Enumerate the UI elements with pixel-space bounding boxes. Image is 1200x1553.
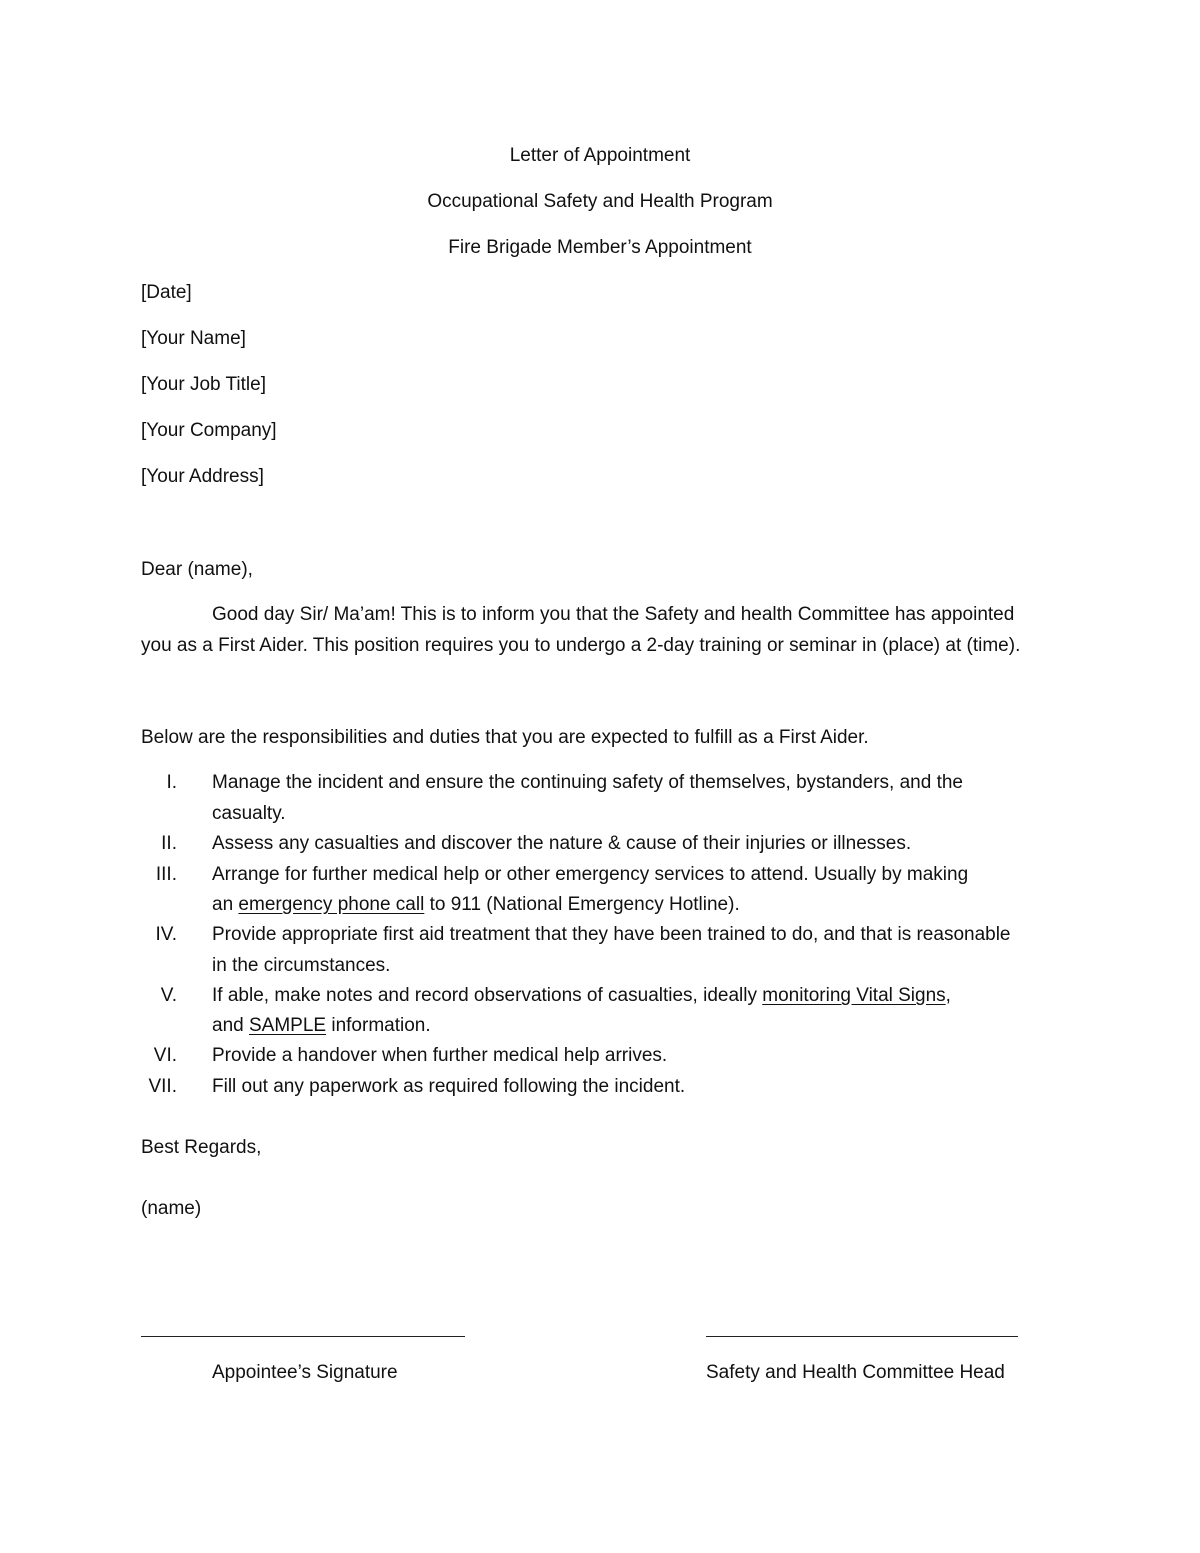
- duty-2-line-1: Assess any casualties and discover the nature & cause of their injuries or illnesses.: [212, 833, 912, 854]
- duty-1-line-2: casualty.: [212, 803, 286, 824]
- appointee-signature-label: Appointee’s Signature: [212, 1362, 398, 1383]
- duty-numeral: IV.: [155, 924, 177, 945]
- closing: Best Regards,: [141, 1137, 262, 1158]
- duty-1-line-1: Manage the incident and ensure the continuing safety of themselves, bystanders, and the: [212, 772, 963, 793]
- duty-5-line-1: [212, 984, 951, 1008]
- duty-numeral: I.: [166, 772, 177, 793]
- date-placeholder: [Date]: [141, 282, 192, 303]
- company-placeholder: [Your Company]: [141, 420, 277, 441]
- monitoring-vital-signs-link[interactable]: monitoring Vital Signs: [762, 985, 946, 1006]
- duty-5-line-2: [212, 1014, 431, 1038]
- duty-3-line-2-post: to 911 (National Emergency Hotline).: [424, 894, 740, 915]
- duty-3-line-2-pre: an: [212, 894, 239, 915]
- salutation: Dear (name),: [141, 559, 253, 580]
- signer-name: (name): [141, 1198, 202, 1219]
- duty-numeral: III.: [155, 864, 177, 885]
- committee-head-signature-line: [706, 1336, 1018, 1337]
- appointee-signature-line: [141, 1336, 465, 1337]
- intro-line-2: you as a First Aider. This position requires you to undergo a 2-day training or seminar in (place) at (time).: [141, 635, 1021, 656]
- appointment-subtitle: Fire Brigade Member’s Appointment: [448, 237, 752, 258]
- duties-intro: Below are the responsibilities and duties that you are expected to fulfill as a First Aider.: [141, 727, 869, 748]
- duty-6-line-1: Provide a handover when further medical help arrives.: [212, 1045, 668, 1066]
- committee-head-label: Safety and Health Committee Head: [706, 1362, 1005, 1383]
- duty-numeral: VII.: [148, 1076, 177, 1097]
- duty-4-line-2: in the circumstances.: [212, 955, 391, 976]
- duty-5-line-2-post: information.: [326, 1015, 431, 1036]
- duty-numeral: VI.: [153, 1045, 177, 1066]
- program-title: Occupational Safety and Health Program: [427, 191, 773, 212]
- duty-3-line-2: [212, 893, 740, 917]
- intro-line-1: Good day Sir/ Ma’am! This is to inform you that the Safety and health Committee has appointed: [212, 604, 1015, 625]
- emergency-phone-call-link[interactable]: emergency phone call: [238, 894, 425, 915]
- address-placeholder: [Your Address]: [141, 466, 264, 487]
- job-title-placeholder: [Your Job Title]: [141, 374, 266, 395]
- duty-numeral: V.: [160, 985, 177, 1006]
- duty-5-line-2-pre: and: [212, 1015, 249, 1036]
- duty-4-line-1: Provide appropriate first aid treatment that they have been trained to do, and that is reasonable: [212, 924, 1011, 945]
- sample-link[interactable]: SAMPLE: [248, 1015, 327, 1036]
- duty-5-line-1-post: ,: [945, 985, 951, 1006]
- name-placeholder: [Your Name]: [141, 328, 246, 349]
- duty-7-line-1: Fill out any paperwork as required following the incident.: [212, 1076, 686, 1097]
- letter-title: Letter of Appointment: [509, 145, 691, 166]
- duty-numeral: II.: [161, 833, 177, 854]
- duty-5-line-1-pre: If able, make notes and record observations of casualties, ideally: [212, 985, 763, 1006]
- duty-3-line-1: Arrange for further medical help or other emergency services to attend. Usually by making: [212, 864, 969, 885]
